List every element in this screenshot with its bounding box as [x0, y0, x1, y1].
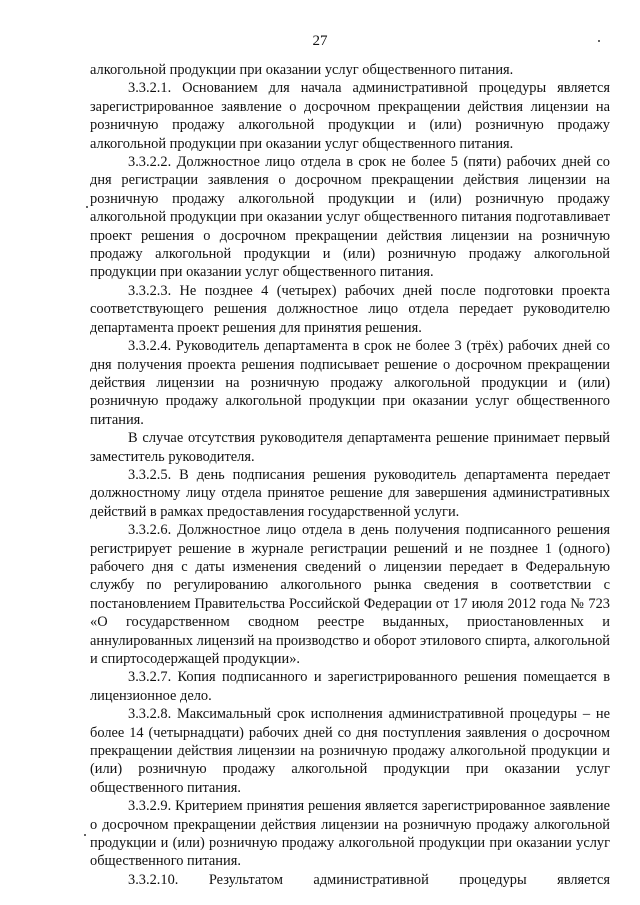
paragraph-3-3-2-5: 3.3.2.5. В день подписания решения руководитель департамента передает должностному лицу отдела принятое решение для завершения административных действий в рамках предоставления государственной услуги. — [90, 466, 610, 520]
paragraph-3-3-2-10: 3.3.2.10. Результатом административной процедуры является — [128, 871, 610, 888]
page-number: 27 — [312, 33, 328, 49]
paragraph-3-3-2-9: 3.3.2.9. Критерием принятия решения является зарегистрированное заявление о досрочном прекращении действия лицензии на розничную продажу алкогольной продукции и (или) розничную продажу алкогольной продукции при оказании услуг общественного питания. — [90, 798, 610, 870]
scan-speck — [598, 40, 600, 42]
paragraph-continuation: алкогольной продукции при оказании услуг общественного питания. — [90, 62, 514, 78]
paragraph-3-3-2-1: 3.3.2.1. Основанием для начала административной процедуры является зарегистрированное заявление о досрочном прекращении действия лицензии на розничную продажу алкогольной продукции и (или) розничную продажу алкогольной продукции при оказании услуг общественного питания. — [90, 80, 610, 152]
scan-speck — [84, 834, 86, 836]
paragraph-3-3-2-3: 3.3.2.3. Не позднее 4 (четырех) рабочих дней после подготовки проекта соответствующего решения должностное лицо отдела передает руководителю департамента проект решения для принятия решения. — [90, 282, 610, 336]
paragraph-3-3-2-7: 3.3.2.7. Копия подписанного и зарегистрированного решения помещается в лицензионное дело. — [90, 669, 610, 704]
paragraph-3-3-2-4: 3.3.2.4. Руководитель департамента в срок не более 3 (трёх) рабочих дней со дня получения проекта решения подписывает решение о досрочном прекращении действия лицензии на розничную продажу алкогольной продукции и (или) розничную продажу алкогольной продукции при оказании услуг общественного питания. — [90, 338, 610, 428]
scan-speck — [86, 206, 88, 208]
paragraph-3-3-2-6: 3.3.2.6. Должностное лицо отдела в день получения подписанного решения регистрирует решение в журнале регистрации решений и не позднее 1 (одного) рабочего дня с даты изменения сведений о лицензии передает в Федеральную службу по регулированию алкогольного рынка сведения в соответствии с постановлением Правительства Российской Федерации от 17 июля 2012 года № 723 «О государственном сводном реестре выданных, приостановленных и аннулированных лицензий на производство и оборот этилового спирта, алкогольной и спиртосодержащей продукции». — [90, 522, 610, 667]
document-body — [90, 61, 610, 889]
paragraph-3-3-2-8: 3.3.2.8. Максимальный срок исполнения административной процедуры – не более 14 (четырнадцати) рабочих дней со дня поступления заявления о досрочном прекращении действия лицензии на розничную продажу алкогольной продукции и (или) розничную продажу алкогольной продукции при оказании услуг общественного питания. — [90, 706, 610, 796]
paragraph-absence-note: В случае отсутствия руководителя департамента решение принимает первый заместитель руководителя. — [90, 430, 610, 465]
paragraph-3-3-2-2: 3.3.2.2. Должностное лицо отдела в срок не более 5 (пяти) рабочих дней со дня регистрации заявления о досрочном прекращении действия лицензии на розничную продажу алкогольной продукции и (или) розничную продажу алкогольной продукции при оказании услуг общественного питания подготавливает проект решения о досрочном прекращении действия лицензии на розничную продажу алкогольной продукции и (или) розничную продажу алкогольной продукции при оказании услуг общественного питания. — [90, 154, 610, 281]
